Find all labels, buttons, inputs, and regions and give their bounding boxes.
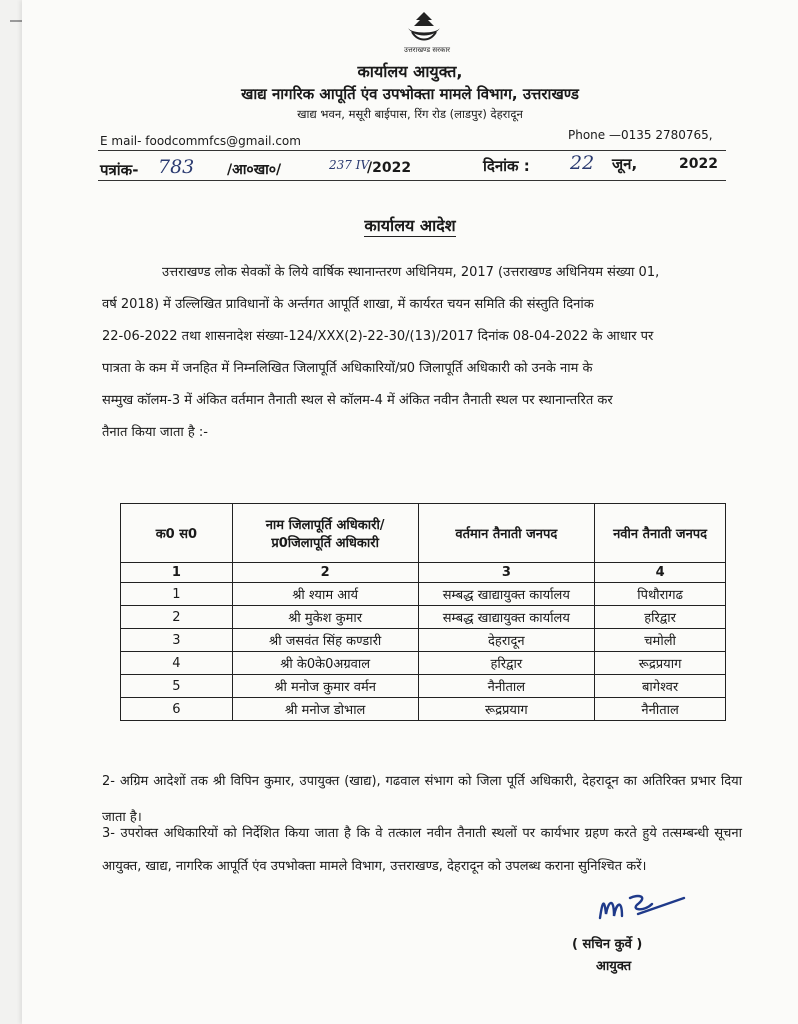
header-new-posting: नवीन तैनाती जनपद: [595, 504, 726, 563]
name-cell: श्री श्याम आर्य: [232, 583, 418, 606]
header-current-posting: वर्तमान तैनाती जनपद: [418, 504, 595, 563]
serial-cell: 5: [121, 675, 233, 698]
name-cell: श्री के0के0अग्रवाल: [232, 652, 418, 675]
header-serial: क0 स0: [121, 504, 233, 563]
current-posting-cell: हरिद्वार: [418, 652, 595, 675]
letterhead-rule: [98, 150, 726, 151]
date-year: 2022: [679, 156, 718, 172]
column-number-row: [121, 563, 726, 583]
letter-file-number: 237 IV: [329, 158, 370, 172]
name-cell: श्री जसवंत सिंह कण्डारी: [232, 629, 418, 652]
serial-cell: 3: [121, 629, 233, 652]
header-officer-name: नाम जिलापूर्ति अधिकारी/प्र0जिलापूर्ति अधिकारी: [232, 504, 418, 563]
date-month: जून,: [612, 155, 638, 173]
transfer-table: [120, 503, 726, 721]
order-heading: [22, 214, 798, 236]
paragraph-line: पात्रता के कम में जनहित में निम्नलिखित जिलापूर्ति अधिकारियों/प्र0 जिलापूर्ति अधिकारी को उनके नाम के: [102, 361, 593, 376]
current-posting-cell: रूद्रप्रयाग: [418, 698, 595, 721]
paragraph-2: 2- अग्रिम आदेशों तक श्री विपिन कुमार, उपायुक्त (खाद्य), गढवाल संभाग को जिला पूर्ति अधिकारी, देहरादून का अतिरिक्त प्रभार दिया जाता है।: [102, 774, 742, 825]
table-row: [121, 629, 726, 652]
current-posting-cell: देहरादून: [418, 629, 595, 652]
serial-cell: 4: [121, 652, 233, 675]
document-page: [22, 0, 798, 1024]
table-row: [121, 675, 726, 698]
table-header-row: [121, 504, 726, 563]
current-posting-cell: सम्बद्ध खाद्यायुक्त कार्यालय: [418, 583, 595, 606]
name-cell: श्री मनोज डोभाल: [232, 698, 418, 721]
letter-year: /2022: [367, 160, 412, 176]
table-row: [121, 583, 726, 606]
column-number: 4: [595, 563, 726, 583]
date-day: 22: [570, 152, 595, 174]
table-row: [121, 606, 726, 629]
new-posting-cell: बागेश्वर: [595, 675, 726, 698]
new-posting-cell: चमोली: [595, 629, 726, 652]
signatory-name: ( सचिन कुर्वे ): [572, 937, 643, 952]
current-posting-cell: सम्बद्ध खाद्यायुक्त कार्यालय: [418, 606, 595, 629]
emblem-caption: उत्तराखण्ड सरकार: [403, 46, 451, 54]
serial-cell: 2: [121, 606, 233, 629]
reference-rule: [98, 180, 726, 181]
email-contact: E mail- foodcommfcs@gmail.com: [100, 134, 301, 148]
order-heading-text: कार्यालय आदेश: [364, 216, 456, 235]
paragraph-line: उत्तराखण्ड लोक सेवकों के लिये वार्षिक स्थानान्तरण अधिनियम, 2017 (उत्तराखण्ड अधिनियम संख्या 01,: [162, 265, 660, 280]
name-cell: श्री मनोज कुमार वर्मन: [232, 675, 418, 698]
paragraph-line: 22-06-2022 तथा शासनादेश संख्या-124/XXX(2)-22-30/(13)/2017 दिनांक 08-04-2022 के आधार पर: [102, 329, 654, 344]
paragraph-line: सम्मुख कॉलम-3 में अंकित वर्तमान तैनाती स्थल से कॉलम-4 में अंकित नवीन तैनाती स्थल पर स्थानान्तरित कर: [102, 393, 613, 408]
letter-number-label: पत्रांक-: [100, 161, 139, 179]
letter-office-code: /आ०खा०/: [227, 162, 282, 178]
uttarakhand-emblem-icon: [394, 8, 454, 48]
column-number: 1: [121, 563, 233, 583]
new-posting-cell: हरिद्वार: [595, 606, 726, 629]
paragraph-1: [102, 257, 732, 449]
new-posting-cell: रूद्रप्रयाग: [595, 652, 726, 675]
column-number: 2: [232, 563, 418, 583]
department-title: खाद्य नागरिक आपूर्ति एंव उपभोक्ता मामले विभाग, उत्तराखण्ड: [241, 85, 579, 103]
new-posting-cell: नैनीताल: [595, 698, 726, 721]
serial-cell: 1: [121, 583, 233, 606]
serial-cell: 6: [121, 698, 233, 721]
paragraph-line: वर्ष 2018) में उल्लिखित प्राविधानों के अर्न्तगत आपूर्ति शाखा, में कार्यरत चयन समिति की संस्तुति दिनांक: [102, 297, 594, 312]
date-label: दिनांक :: [483, 157, 530, 175]
column-number: 3: [418, 563, 595, 583]
current-posting-cell: नैनीताल: [418, 675, 595, 698]
letter-number: 783: [158, 156, 195, 178]
signatory-title: आयुक्त: [596, 959, 632, 974]
new-posting-cell: पिथौरागढ: [595, 583, 726, 606]
paragraph-3: 3- उपरोक्त अधिकारियों को निर्देशित किया जाता है कि वे तत्काल नवीन तैनाती स्थलों पर कार्यभार ग्रहण करते हुये तत्सम्बन्धी सूचना आयुक्त, खाद्य, नागरिक आपूर्ति एंव उपभोक्ता मामले विभाग, उत्तराखण्ड, देहरादून को उपलब्ध कराना सुनिश्चित करें।: [102, 826, 742, 874]
office-title: कार्यालय आयुक्त,: [357, 62, 463, 81]
signature-mark: [594, 884, 694, 926]
office-address: खाद्य भवन, मसूरी बाईपास, रिंग रोड (लाडपुर) देहरादून: [297, 107, 523, 121]
paragraph-line: तैनात किया जाता है :-: [102, 425, 208, 440]
name-cell: श्री मुकेश कुमार: [232, 606, 418, 629]
phone-contact: Phone —0135 2780765,: [568, 128, 713, 142]
table-row: [121, 698, 726, 721]
table-row: [121, 652, 726, 675]
